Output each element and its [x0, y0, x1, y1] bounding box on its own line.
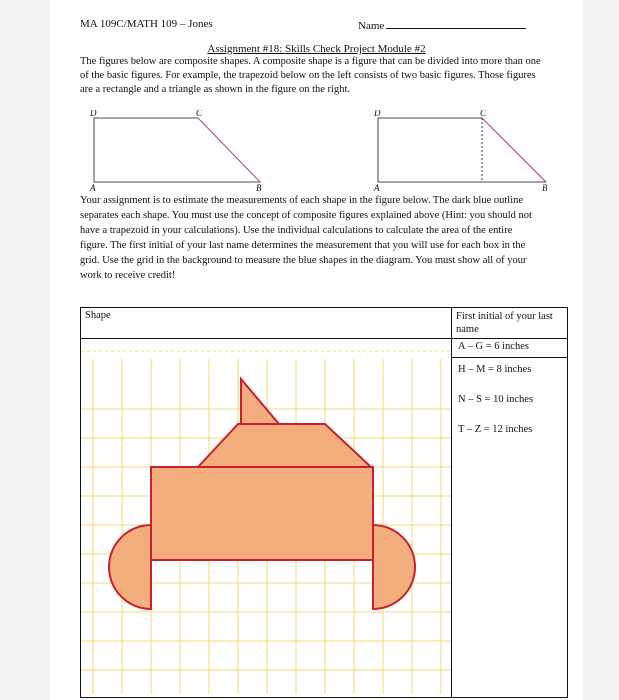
split-label-d: D — [374, 110, 381, 118]
shape-drawing-cell — [81, 339, 452, 698]
measurement-row-a-g: A – G = 6 inches — [452, 339, 567, 358]
flag-triangle — [241, 379, 279, 424]
course-label: MA 109C/MATH 109 – Jones — [80, 18, 213, 30]
intro-paragraph: The figures below are composite shapes. A composite shape is a figure that can be divided into more than one of the basic figures. For example, the trapezoid below on the left consists of two basic figures. Those figures are a rectangle and a triangle as shown in the figure on the right. — [80, 56, 541, 95]
name-label: Name — [358, 20, 385, 32]
worksheet-page — [50, 0, 583, 700]
body-rectangle — [151, 467, 373, 560]
composite-shape-diagram — [81, 339, 451, 694]
measurement-row-t-z: T – Z = 12 inches — [458, 424, 533, 435]
measurement-row-n-s: N – S = 10 inches — [458, 394, 534, 405]
split-label-c: C — [480, 110, 487, 118]
trapezoid-label-a: A — [90, 183, 96, 192]
initial-column-header: First initial of your last name — [452, 308, 568, 339]
split-label-b: B — [542, 183, 548, 192]
measurement-row-h-m: H – M = 8 inches — [458, 364, 532, 375]
trapezoid-label-b: B — [256, 183, 262, 192]
roof-trapezoid — [198, 424, 371, 467]
answer-table — [80, 307, 568, 698]
name-blank-line — [386, 18, 526, 29]
assignment-title: Assignment #18: Skills Check Project Module #2 — [207, 43, 426, 55]
split-label-a: A — [374, 183, 380, 192]
trapezoid-label-c: C — [196, 110, 203, 118]
shape-column-header: Shape — [81, 308, 452, 339]
instructions-paragraph: Your assignment is to estimate the measurements of each shape in the figure below. The dark blue outline separates each shape. You must use the concept of composite figures explained above (Hint: you should not have a trapezoid in your calculations). Use the individual calculations to calculate the area of the entire figure. The first initial of your last name determines the measurement that you will use for each box in the grid. Use the grid in the background to measure the blue shapes in the diagram. You must show all of your work to receive credit! — [80, 195, 532, 281]
name-field — [358, 18, 526, 32]
trapezoid-figure — [86, 110, 266, 197]
right-wheel-shape — [373, 525, 415, 609]
left-wheel-shape — [109, 525, 151, 609]
measurement-key-cell — [452, 339, 568, 698]
trapezoid-label-d: D — [90, 110, 97, 118]
split-trapezoid-figure — [370, 110, 560, 197]
